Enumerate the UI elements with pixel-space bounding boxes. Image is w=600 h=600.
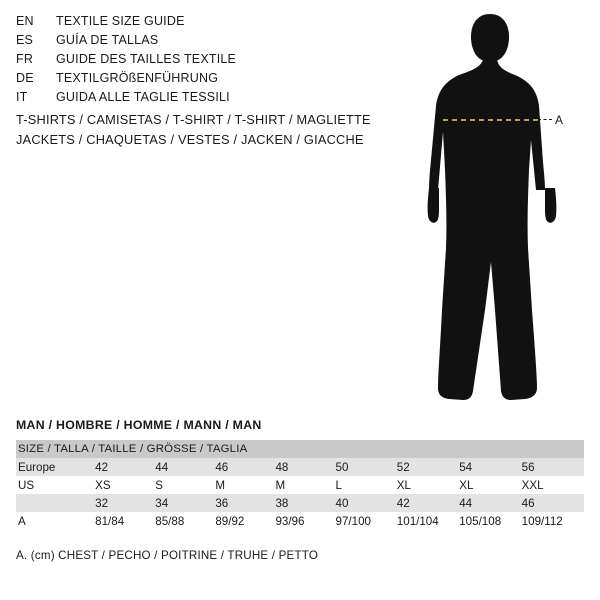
row-cell: S [155, 476, 215, 494]
row-cell: 46 [215, 458, 275, 476]
size-table [16, 440, 584, 530]
row-cell: 42 [397, 494, 459, 512]
language-row [16, 71, 366, 90]
row-cell: 34 [155, 494, 215, 512]
table-header-row [16, 440, 584, 458]
language-row [16, 90, 366, 109]
row-label: A [16, 512, 95, 530]
row-cell: 81/84 [95, 512, 155, 530]
row-cell: 101/104 [397, 512, 459, 530]
table-header-label: SIZE / TALLA / TAILLE / GRÖSSE / TAGLIA [18, 443, 248, 455]
language-code: EN [16, 14, 34, 28]
row-cell: 44 [459, 494, 521, 512]
row-cell: 48 [275, 458, 335, 476]
row-cell: XL [459, 476, 521, 494]
category-tshirts: T-SHIRTS / CAMISETAS / T-SHIRT / T-SHIRT / MAGLIETTE [16, 112, 371, 127]
row-cell: 38 [275, 494, 335, 512]
row-cell: 85/88 [155, 512, 215, 530]
language-text: GUIDE DES TAILLES TEXTILE [56, 52, 237, 66]
table-row [16, 512, 584, 530]
language-code: FR [16, 52, 34, 66]
row-cell: XS [95, 476, 155, 494]
row-label [16, 494, 95, 512]
language-text: GUÍA DE TALLAS [56, 33, 159, 47]
row-cell: 56 [522, 458, 584, 476]
row-cell: 50 [336, 458, 397, 476]
table-footnote: A. (cm) CHEST / PECHO / POITRINE / TRUHE / PETTO [16, 549, 319, 562]
language-row [16, 52, 366, 71]
row-cell: 40 [336, 494, 397, 512]
language-code: DE [16, 71, 34, 85]
chest-marker-label: A [555, 113, 564, 127]
language-legend [16, 14, 366, 109]
row-cell: 36 [215, 494, 275, 512]
row-cell: 42 [95, 458, 155, 476]
language-text: GUIDA ALLE TAGLIE TESSILI [56, 90, 230, 104]
man-section-title: MAN / HOMBRE / HOMME / MANN / MAN [16, 418, 262, 432]
row-cell: L [336, 476, 397, 494]
language-code: ES [16, 33, 34, 47]
category-list [16, 110, 386, 150]
row-cell: XL [397, 476, 459, 494]
language-row [16, 14, 366, 33]
language-row [16, 33, 366, 52]
row-cell: 52 [397, 458, 459, 476]
language-text: TEXTILE SIZE GUIDE [56, 14, 185, 28]
row-cell: 109/112 [522, 512, 584, 530]
row-label: US [16, 476, 95, 494]
table-row [16, 476, 584, 494]
male-figure-illustration [395, 10, 600, 410]
row-cell: M [275, 476, 335, 494]
category-jackets: JACKETS / CHAQUETAS / VESTES / JACKEN / GIACCHE [16, 132, 364, 147]
row-cell: 89/92 [215, 512, 275, 530]
row-cell: 97/100 [336, 512, 397, 530]
row-cell: 32 [95, 494, 155, 512]
row-cell: XXL [522, 476, 584, 494]
row-cell: M [215, 476, 275, 494]
row-cell: 93/96 [275, 512, 335, 530]
table-row [16, 494, 584, 512]
row-cell: 44 [155, 458, 215, 476]
row-label: Europe [16, 458, 95, 476]
row-cell: 105/108 [459, 512, 521, 530]
row-cell: 54 [459, 458, 521, 476]
language-code: IT [16, 90, 28, 104]
row-cell: 46 [522, 494, 584, 512]
language-text: TEXTILGRÖßENFÜHRUNG [56, 71, 219, 85]
table-row [16, 458, 584, 476]
chest-measure-line-icon [395, 10, 600, 410]
